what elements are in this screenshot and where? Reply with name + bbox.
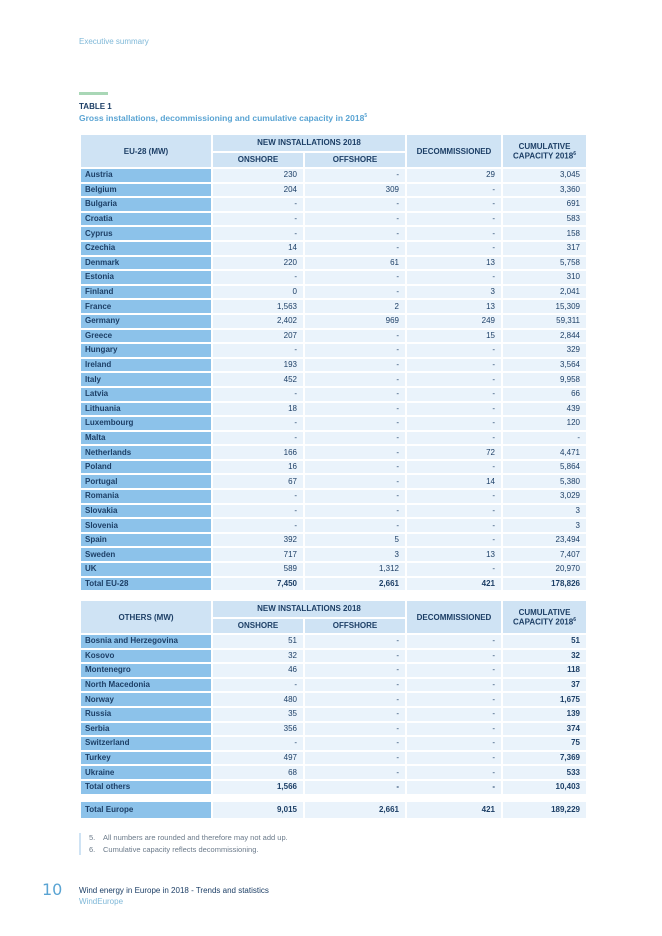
table-row [81, 242, 586, 255]
row-onshore: 67 [213, 475, 303, 488]
row-cumulative: 120 [503, 417, 586, 430]
row-country: Portugal [81, 475, 211, 488]
table-row [81, 475, 586, 488]
row-cumulative: 3,564 [503, 359, 586, 372]
row-offshore: - [305, 708, 405, 721]
table-row [81, 286, 586, 299]
row-country: Ireland [81, 359, 211, 372]
new-installations-header: NEW INSTALLATIONS 2018 [213, 135, 405, 151]
row-country: Total Europe [81, 802, 211, 818]
table-row [81, 635, 586, 648]
row-country: North Macedonia [81, 679, 211, 692]
row-offshore: - [305, 505, 405, 518]
row-decommissioned: 14 [407, 475, 501, 488]
row-offshore: - [305, 403, 405, 416]
row-onshore: 9,015 [213, 802, 303, 818]
row-cumulative: 118 [503, 664, 586, 677]
table-row [81, 373, 586, 386]
row-offshore: - [305, 213, 405, 226]
row-country: Total others [81, 781, 211, 794]
row-offshore: 969 [305, 315, 405, 328]
row-offshore: 61 [305, 257, 405, 270]
row-country: Slovakia [81, 505, 211, 518]
row-onshore: - [213, 490, 303, 503]
row-decommissioned: 13 [407, 257, 501, 270]
row-offshore: 2,661 [305, 802, 405, 818]
table-row [81, 766, 586, 779]
total-row [81, 578, 586, 591]
table-row [81, 388, 586, 401]
row-decommissioned: - [407, 693, 501, 706]
row-cumulative: 310 [503, 271, 586, 284]
row-onshore: 356 [213, 723, 303, 736]
table-row [81, 344, 586, 357]
row-country: Turkey [81, 752, 211, 765]
row-decommissioned: - [407, 461, 501, 474]
page-number: 10 [42, 880, 63, 899]
row-offshore: - [305, 693, 405, 706]
row-onshore: 717 [213, 548, 303, 561]
row-onshore: - [213, 432, 303, 445]
onshore-header: ONSHORE [213, 153, 303, 167]
row-cumulative: 329 [503, 344, 586, 357]
row-decommissioned: - [407, 534, 501, 547]
row-decommissioned: - [407, 723, 501, 736]
row-cumulative: 178,826 [503, 578, 586, 591]
row-onshore: 1,566 [213, 781, 303, 794]
row-offshore: - [305, 227, 405, 240]
row-offshore: - [305, 737, 405, 750]
row-onshore: 32 [213, 650, 303, 663]
footnote-bar [79, 833, 81, 855]
row-onshore: 2,402 [213, 315, 303, 328]
row-country: Switzerland [81, 737, 211, 750]
total-europe-row [81, 802, 586, 818]
table-row [81, 403, 586, 416]
row-country: Netherlands [81, 446, 211, 459]
row-cumulative: 583 [503, 213, 586, 226]
row-offshore: - [305, 432, 405, 445]
row-cumulative: 374 [503, 723, 586, 736]
row-onshore: - [213, 505, 303, 518]
table-row [81, 184, 586, 197]
row-cumulative: 5,758 [503, 257, 586, 270]
row-cumulative: 7,369 [503, 752, 586, 765]
row-country: Bulgaria [81, 198, 211, 211]
table-row [81, 169, 586, 182]
row-decommissioned: - [407, 650, 501, 663]
row-decommissioned: - [407, 781, 501, 794]
table-row [81, 548, 586, 561]
row-decommissioned: - [407, 563, 501, 576]
table-label: TABLE 1 [79, 102, 112, 111]
table-row [81, 752, 586, 765]
row-onshore: - [213, 417, 303, 430]
footnote [89, 832, 288, 844]
row-cumulative: 2,041 [503, 286, 586, 299]
row-onshore: 452 [213, 373, 303, 386]
row-decommissioned: - [407, 708, 501, 721]
table-row [81, 650, 586, 663]
row-country: Czechia [81, 242, 211, 255]
decommissioned-header: DECOMMISSIONED [407, 601, 501, 633]
decommissioned-header: DECOMMISSIONED [407, 135, 501, 167]
offshore-header: OFFSHORE [305, 153, 405, 167]
row-country: Malta [81, 432, 211, 445]
row-decommissioned: - [407, 184, 501, 197]
row-offshore: - [305, 766, 405, 779]
region-header: OTHERS (MW) [81, 601, 211, 633]
row-cumulative: 3 [503, 505, 586, 518]
row-decommissioned: 29 [407, 169, 501, 182]
row-offshore: - [305, 198, 405, 211]
table-row [81, 432, 586, 445]
row-country: Latvia [81, 388, 211, 401]
row-offshore: - [305, 286, 405, 299]
row-decommissioned: - [407, 752, 501, 765]
table-caption-ref: 5 [364, 113, 368, 120]
row-cumulative: 66 [503, 388, 586, 401]
table-row [81, 723, 586, 736]
row-decommissioned: - [407, 242, 501, 255]
table-row [81, 737, 586, 750]
footnote-number: 5. [89, 833, 96, 842]
row-decommissioned: 15 [407, 330, 501, 343]
running-head: Executive summary [79, 37, 149, 46]
row-offshore: - [305, 650, 405, 663]
table-row [81, 461, 586, 474]
row-cumulative: 3,360 [503, 184, 586, 197]
table-row [81, 417, 586, 430]
row-decommissioned: - [407, 373, 501, 386]
row-offshore: 5 [305, 534, 405, 547]
row-offshore: - [305, 679, 405, 692]
row-cumulative: 189,229 [503, 802, 586, 818]
cumulative-header [503, 601, 586, 633]
total-europe-table [79, 800, 588, 820]
row-country: Russia [81, 708, 211, 721]
row-cumulative: 2,844 [503, 330, 586, 343]
row-offshore: - [305, 169, 405, 182]
row-country: Belgium [81, 184, 211, 197]
row-cumulative: 15,309 [503, 300, 586, 313]
row-cumulative: 59,311 [503, 315, 586, 328]
row-offshore: 2 [305, 300, 405, 313]
row-offshore: - [305, 490, 405, 503]
row-cumulative: 4,471 [503, 446, 586, 459]
table-row [81, 519, 586, 532]
table-row [81, 446, 586, 459]
row-onshore: 68 [213, 766, 303, 779]
row-onshore: - [213, 344, 303, 357]
row-decommissioned: - [407, 432, 501, 445]
row-offshore: - [305, 723, 405, 736]
table-row [81, 490, 586, 503]
row-onshore: 497 [213, 752, 303, 765]
row-decommissioned: 13 [407, 548, 501, 561]
row-country: Estonia [81, 271, 211, 284]
row-decommissioned: 421 [407, 802, 501, 818]
row-offshore: - [305, 752, 405, 765]
row-decommissioned: - [407, 198, 501, 211]
table-row [81, 534, 586, 547]
row-country: Lithuania [81, 403, 211, 416]
row-onshore: 14 [213, 242, 303, 255]
row-onshore: 0 [213, 286, 303, 299]
row-country: Denmark [81, 257, 211, 270]
row-cumulative: 3,029 [503, 490, 586, 503]
row-country: Sweden [81, 548, 211, 561]
row-onshore: 207 [213, 330, 303, 343]
table-row [81, 330, 586, 343]
row-offshore: 2,661 [305, 578, 405, 591]
row-offshore: - [305, 461, 405, 474]
row-onshore: - [213, 737, 303, 750]
row-decommissioned: - [407, 737, 501, 750]
row-onshore: 193 [213, 359, 303, 372]
table-row [81, 679, 586, 692]
footnote-text: All numbers are rounded and therefore may not add up. [103, 833, 288, 842]
table-row [81, 257, 586, 270]
cumulative-header [503, 135, 586, 167]
row-cumulative: 1,675 [503, 693, 586, 706]
row-country: Slovenia [81, 519, 211, 532]
row-country: Luxembourg [81, 417, 211, 430]
row-cumulative: 139 [503, 708, 586, 721]
row-country: Serbia [81, 723, 211, 736]
footer-org: WindEurope [79, 897, 124, 906]
row-decommissioned: - [407, 344, 501, 357]
row-decommissioned: 13 [407, 300, 501, 313]
eu-table-body [81, 169, 586, 590]
row-cumulative: 317 [503, 242, 586, 255]
table-row [81, 505, 586, 518]
row-offshore: - [305, 635, 405, 648]
row-offshore: - [305, 373, 405, 386]
row-offshore: - [305, 664, 405, 677]
row-offshore: - [305, 475, 405, 488]
row-offshore: 1,312 [305, 563, 405, 576]
row-offshore: - [305, 344, 405, 357]
row-onshore: 204 [213, 184, 303, 197]
row-cumulative: 7,407 [503, 548, 586, 561]
table-row [81, 693, 586, 706]
row-country: Montenegro [81, 664, 211, 677]
row-decommissioned: 3 [407, 286, 501, 299]
row-decommissioned: - [407, 766, 501, 779]
row-decommissioned: 421 [407, 578, 501, 591]
row-country: UK [81, 563, 211, 576]
row-country: Cyprus [81, 227, 211, 240]
row-decommissioned: 72 [407, 446, 501, 459]
cumulative-header-text: CUMULATIVE CAPACITY 2018 [513, 607, 574, 627]
row-onshore: 392 [213, 534, 303, 547]
accent-bar [79, 92, 108, 95]
row-onshore: - [213, 213, 303, 226]
row-onshore: - [213, 679, 303, 692]
row-onshore: - [213, 388, 303, 401]
onshore-header: ONSHORE [213, 619, 303, 633]
row-country: Total EU-28 [81, 578, 211, 591]
row-decommissioned: - [407, 213, 501, 226]
row-offshore: - [305, 271, 405, 284]
row-onshore: - [213, 227, 303, 240]
row-decommissioned: - [407, 271, 501, 284]
table-row [81, 271, 586, 284]
row-onshore: - [213, 271, 303, 284]
row-country: Germany [81, 315, 211, 328]
row-decommissioned: 249 [407, 315, 501, 328]
row-offshore: - [305, 446, 405, 459]
row-country: France [81, 300, 211, 313]
others-table [79, 599, 588, 796]
cumulative-header-text: CUMULATIVE CAPACITY 2018 [513, 141, 574, 161]
table-row [81, 300, 586, 313]
row-cumulative: 3,045 [503, 169, 586, 182]
table-caption-text: Gross installations, decommissioning and cumulative capacity in 2018 [79, 113, 365, 123]
row-decommissioned: - [407, 519, 501, 532]
row-decommissioned: - [407, 417, 501, 430]
offshore-header: OFFSHORE [305, 619, 405, 633]
row-decommissioned: - [407, 505, 501, 518]
row-onshore: - [213, 519, 303, 532]
row-cumulative: 691 [503, 198, 586, 211]
others-table-body [81, 635, 586, 794]
row-offshore: - [305, 359, 405, 372]
row-decommissioned: - [407, 359, 501, 372]
row-onshore: 230 [213, 169, 303, 182]
footer-title: Wind energy in Europe in 2018 - Trends and statistics [79, 886, 269, 895]
row-onshore: 480 [213, 693, 303, 706]
footnote-text: Cumulative capacity reflects decommissioning. [103, 845, 259, 854]
row-country: Hungary [81, 344, 211, 357]
region-header: EU-28 (MW) [81, 135, 211, 167]
row-onshore: 7,450 [213, 578, 303, 591]
row-country: Croatia [81, 213, 211, 226]
row-offshore: - [305, 242, 405, 255]
row-cumulative: 37 [503, 679, 586, 692]
row-country: Austria [81, 169, 211, 182]
row-country: Poland [81, 461, 211, 474]
row-decommissioned: - [407, 388, 501, 401]
eu-28-table [79, 133, 588, 592]
row-onshore: 16 [213, 461, 303, 474]
row-onshore: 589 [213, 563, 303, 576]
row-offshore: - [305, 330, 405, 343]
table-row [81, 563, 586, 576]
row-cumulative: 23,494 [503, 534, 586, 547]
row-cumulative: 3 [503, 519, 586, 532]
cumulative-header-ref: 6 [573, 150, 576, 157]
row-onshore: 46 [213, 664, 303, 677]
row-country: Ukraine [81, 766, 211, 779]
row-cumulative: 9,958 [503, 373, 586, 386]
row-decommissioned: - [407, 679, 501, 692]
row-offshore: 3 [305, 548, 405, 561]
row-country: Spain [81, 534, 211, 547]
table-row [81, 708, 586, 721]
row-cumulative: 75 [503, 737, 586, 750]
row-offshore: 309 [305, 184, 405, 197]
cumulative-header-ref: 6 [573, 616, 576, 623]
row-country: Romania [81, 490, 211, 503]
table-row [81, 315, 586, 328]
row-offshore: - [305, 388, 405, 401]
row-cumulative: 439 [503, 403, 586, 416]
row-offshore: - [305, 417, 405, 430]
row-decommissioned: - [407, 664, 501, 677]
row-onshore: 220 [213, 257, 303, 270]
row-country: Greece [81, 330, 211, 343]
table-row [81, 664, 586, 677]
table-row [81, 198, 586, 211]
row-onshore: 51 [213, 635, 303, 648]
row-onshore: 1,563 [213, 300, 303, 313]
table-row [81, 359, 586, 372]
row-decommissioned: - [407, 403, 501, 416]
footnote-number: 6. [89, 845, 96, 854]
row-cumulative: 32 [503, 650, 586, 663]
row-offshore: - [305, 781, 405, 794]
table-caption [79, 113, 367, 123]
row-onshore: 35 [213, 708, 303, 721]
row-cumulative: 533 [503, 766, 586, 779]
row-cumulative: 51 [503, 635, 586, 648]
row-onshore: 166 [213, 446, 303, 459]
row-country: Bosnia and Herzegovina [81, 635, 211, 648]
row-country: Norway [81, 693, 211, 706]
new-installations-header: NEW INSTALLATIONS 2018 [213, 601, 405, 617]
row-onshore: 18 [213, 403, 303, 416]
row-cumulative: 5,380 [503, 475, 586, 488]
row-decommissioned: - [407, 635, 501, 648]
row-cumulative: - [503, 432, 586, 445]
row-country: Italy [81, 373, 211, 386]
table-row [81, 227, 586, 240]
row-cumulative: 10,403 [503, 781, 586, 794]
row-decommissioned: - [407, 227, 501, 240]
row-cumulative: 158 [503, 227, 586, 240]
row-decommissioned: - [407, 490, 501, 503]
row-onshore: - [213, 198, 303, 211]
row-cumulative: 5,864 [503, 461, 586, 474]
row-country: Kosovo [81, 650, 211, 663]
footnotes [89, 832, 288, 856]
table-row [81, 213, 586, 226]
row-offshore: - [305, 519, 405, 532]
row-cumulative: 20,970 [503, 563, 586, 576]
row-country: Finland [81, 286, 211, 299]
footnote [89, 844, 288, 856]
total-row [81, 781, 586, 794]
